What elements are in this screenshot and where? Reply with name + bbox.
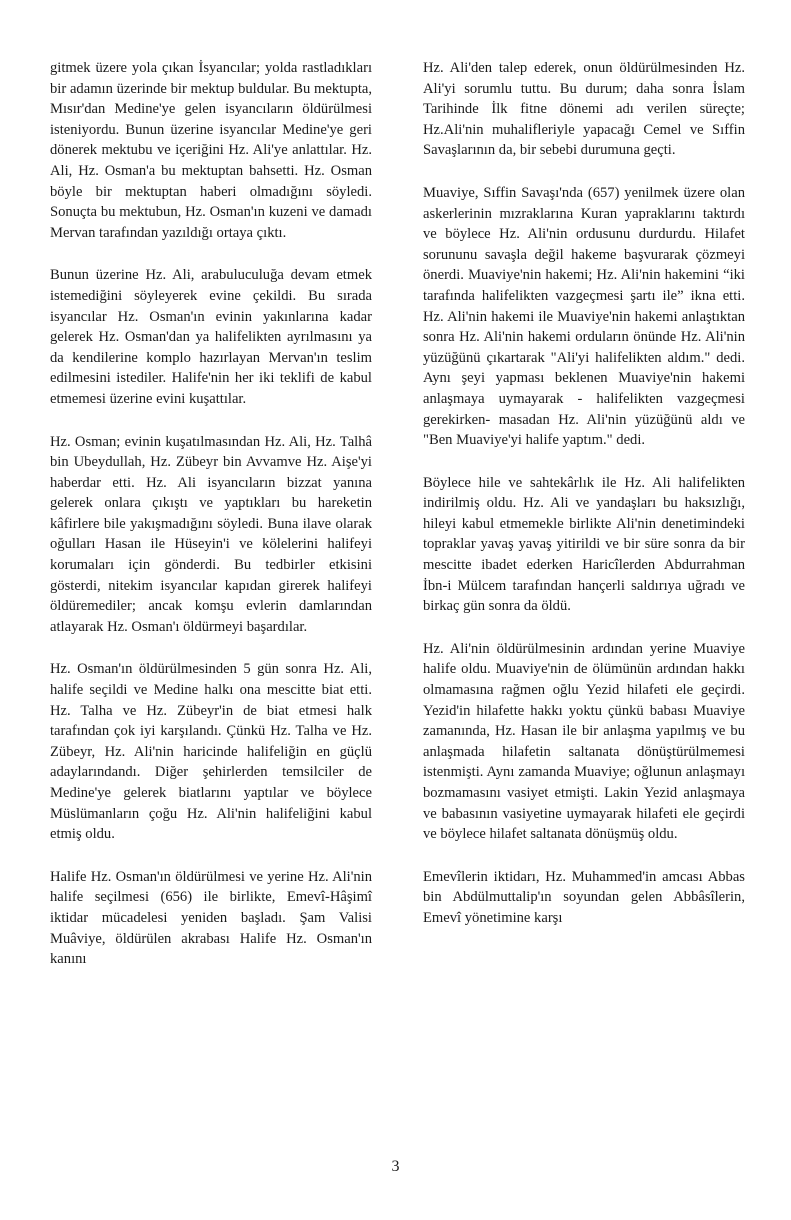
- paragraph: Halife Hz. Osman'ın öldürülmesi ve yerine Hz. Ali'nin halife seçilmesi (656) ile birlikte, Emevî-Hâşimî iktidar mücadelesi yeniden başladı. Şam Valisi Muâviye, öldürülen akrabası Halife Hz. Osman'ın kanını: [50, 868, 372, 968]
- paragraph: Bunun üzerine Hz. Ali, arabuluculuğa devam etmek istemediğini söyleyerek evine çekildi. Bu sırada isyancılar Hz. Osman'ın evinin yakınlarına kadar gelerek Hz. Osman'dan ya halifelikten ayrılmasını ya da kendilerine komplo hazırlayan Mervan'ın teslim edilmesini istediler. Halife'nin her iki teklifi de kabul etmemesi üzerine evini kuşattılar.: [50, 267, 372, 407]
- paragraph: Muaviye, Sıffin Savaşı'nda (657) yenilmek üzere olan askerlerinin mızraklarına Kuran yapraklarını taktırdı ve böylece Hz. Ali'nin ordusunu durdurdu. Hilafet sorununu savaşla değil hakeme başvurarak çözmeyi önerdi. Muaviye'nin hakemi; Hz. Ali'nin hakemini “iki tarafında halifelikten vazgeçmesi şartı ile” ikna etti. Hz. Ali'nin hakemi ile Muaviye'nin hakemi anlaştıktan sonra Hz. Ali'nin hakemi orduların önünde Hz. Ali'nin yüzüğünü çıkartarak "Ali'yi halifelikten aldım." dedi. Aynı şeyi yapması beklenen Muaviye'nin hakemi anlaşmaya uymayarak - halifelikten vazgeçmesi gerekirken- masadan Hz. Ali'nin yüzüğünü aldı ve "Ben Muaviye'yi halife yaptım." dedi.: [423, 184, 745, 449]
- right-column: [423, 58, 745, 951]
- paragraph: Hz. Ali'den talep ederek, onun öldürülmesinden Hz. Ali'yi sorumlu tuttu. Bu durum; daha sonra İslam Tarihinde İlk fitne dönemi adı verilen süreçte; Hz.Ali'nin muhalifleriyle yapacağı Cemel ve Sıffin Savaşlarının da, bir sebebi durumuna geçti.: [423, 60, 745, 159]
- paragraph: Hz. Ali'nin öldürülmesinin ardından yerine Muaviye halife oldu. Muaviye'nin de ölümünün ardından hakkı olmamasına rağmen oğlu Yezid hilafeti ele geçirdi. Yezid'in hilafette hakkı yoktu çünkü babası Muaviye zamanında, Hz. Hasan ile bir anlaşma yapılmış ve bu anlaşmada hilafetin saltanata dönüştürülmemesi istenmişti. Aynı zamanda Muaviye; oğlunun anlaşmayı bozmamasını vasiyet etmişti. Lakin Yezid anlaşmaya ve babasının vasiyetine uymayarak hilafeti ele geçirdi ve böylece hilafet saltanata dönüşmüş oldu.: [423, 640, 745, 843]
- left-column: [50, 58, 372, 992]
- paragraph: Böylece hile ve sahtekârlık ile Hz. Ali halifelikten indirilmiş oldu. Hz. Ali ve yandaşları bu haksızlığı, hileyi kabul etmemekle birlikte Ali'nin denetimindeki topraklar yavaş yavaş yitirildi ve bir süre sonra da bir mescitte ibadet ederken Haricîlerden Abdurrahman İbn-i Mülcem tarafından hançerli saldırıya uğradı ve birkaç gün sonra da öldü.: [423, 474, 745, 615]
- page-number: 3: [391, 1158, 400, 1175]
- paragraph: gitmek üzere yola çıkan İsyancılar; yolda rastladıkları bir adamın üzerinde bir mektup buldular. Bu mektupta, Mısır'dan Medine'ye gelen isyancıların öldürülmesi isteniyordu. Bunun üzerine isyancılar Medine'ye geri dönerek mektubu ve içeriğini Hz. Ali'ye anlattılar. Hz. Ali, Hz. Osman'a bu mektuptan bahsetti. Hz. Osman böyle bir mektuptan haberi olmadığını söyledi. Sonuçta bu mektubun, Hz. Osman'ın kuzeni ve damadı Mervan tarafından yazıldığı ortaya çıktı.: [50, 60, 372, 241]
- paragraph: Emevîlerin iktidarı, Hz. Muhammed'in amcası Abbas bin Abdülmuttalip'ın soyundan gelen Abbâsîlerin, Emevî yönetimine karşı: [423, 868, 745, 926]
- paragraph: Hz. Osman'ın öldürülmesinden 5 gün sonra Hz. Ali, halife seçildi ve Medine halkı ona mescitte biat etti. Hz. Talha ve Hz. Zübeyr'in de biat etmesi halk tarafından çok iyi karşılandı. Çünkü Hz. Talha ve Hz. Zübeyr, Hz. Ali'nin haricinde halifeliğin en güçlü adaylarındandı. Diğer şehirlerden temsilciler de Medine'ye gelerek biatlarını yaptılar ve böylece Müslümanların çoğu Hz. Ali'nin halifeliğini kabul etmiş oldu.: [50, 661, 372, 843]
- paragraph: Hz. Osman; evinin kuşatılmasından Hz. Ali, Hz. Talhâ bin Ubeydullah, Hz. Zübeyr bin Avvamve Hz. Aişe'yi haberdar etti. Hz. Ali isyancıların bizzat yanına gelerek onlara çıkıştı ve yaptıkları bu hareketin kâfirlere bile yakışmadığını söyledi. Buna ilave olarak oğulları Hasan ile Hüseyin'i ve kölelerini halifeyi korumaları için gönderdi. Bu tedbirler etkisini gösterdi, nitekim isyancılar kapıdan girerek halifeyi öldüremediler; ancak komşu evlerin damlarından atlayarak Hz. Osman'ı öldürmeyi başardılar.: [50, 433, 372, 635]
